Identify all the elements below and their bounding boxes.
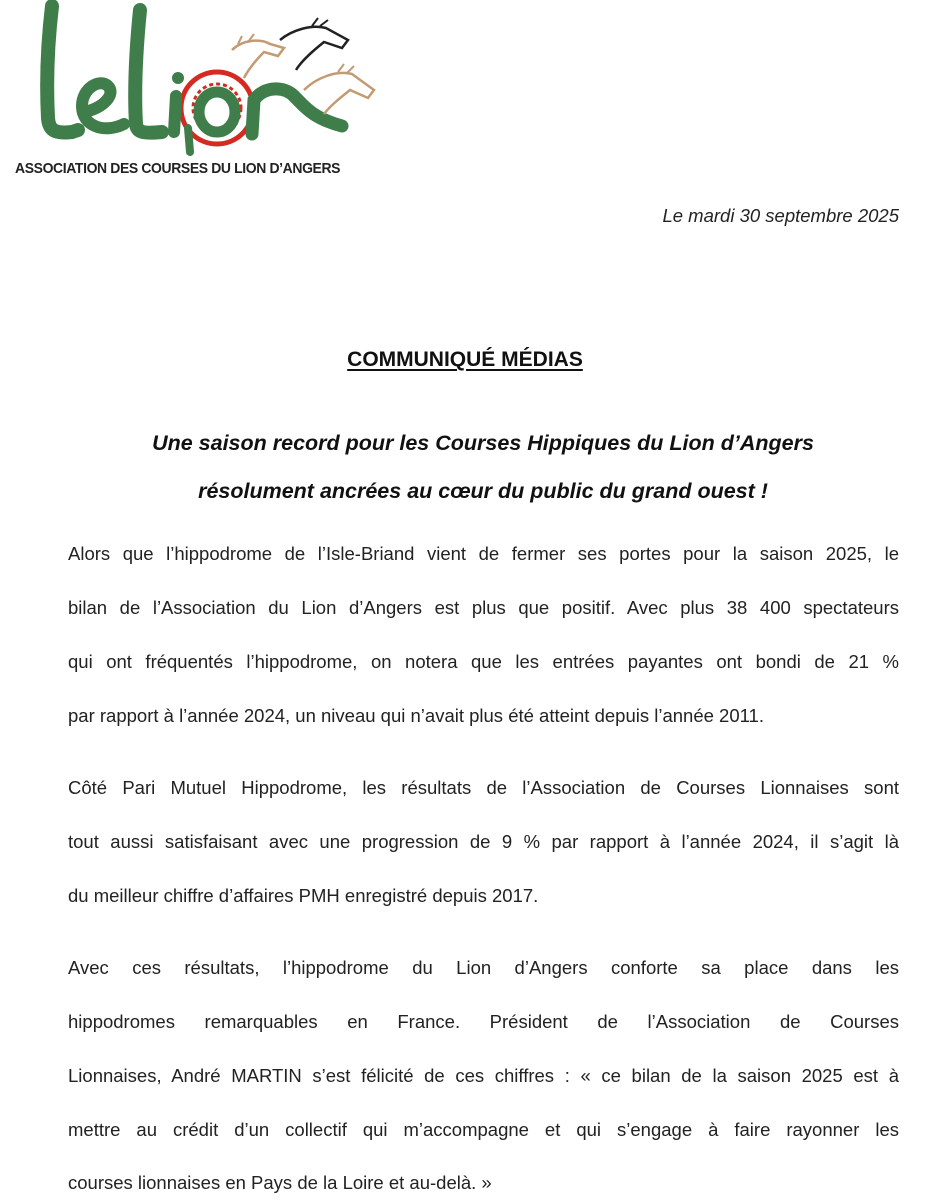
logo [12,0,392,185]
subtitle-line-2: résolument ancrées au cœur du public du grand ouest ! [198,479,768,503]
association-name: ASSOCIATION DES COURSES DU LION D’ANGERS [15,160,341,177]
paragraph-line: mettre au crédit d’un collectif qui m’accompagne et qui s’engage à faire rayonner les [68,1119,899,1140]
document-title: COMMUNIQUÉ MÉDIAS [347,348,583,371]
paragraph-line: du meilleur chiffre d’affaires PMH enregistré depuis 2017. [68,885,539,906]
le-lion-logo-icon [12,0,392,160]
paragraph-line: Alors que l’hippodrome de l’Isle-Briand vient de fermer ses portes pour la saison 2025, le [68,543,899,564]
document-date: Le mardi 30 septembre 2025 [662,205,899,226]
subtitle-line-1: Une saison record pour les Courses Hippiques du Lion d’Angers [152,431,814,455]
paragraph-line: bilan de l’Association du Lion d’Angers est plus que positif. Avec plus 38 400 spectateurs [68,597,899,618]
paragraph-line: courses lionnaises en Pays de la Loire et au-delà. » [68,1172,492,1193]
paragraph-line: tout aussi satisfaisant avec une progression de 9 % par rapport à l’année 2024, il s’agit là [68,831,899,852]
paragraph-line: Lionnaises, André MARTIN s’est félicité de ces chiffres : « ce bilan de la saison 2025 est à [68,1065,899,1086]
paragraph-line: hippodromes remarquables en France. Président de l’Association de Courses [68,1011,899,1032]
paragraph-line: par rapport à l’année 2024, un niveau qui n’avait plus été atteint depuis l’année 2011. [68,705,764,726]
paragraph-line: Avec ces résultats, l’hippodrome du Lion d’Angers conforte sa place dans les [68,957,899,978]
paragraph-line: Côté Pari Mutuel Hippodrome, les résultats de l’Association de Courses Lionnaises sont [68,777,899,798]
paragraph-line: qui ont fréquentés l’hippodrome, on notera que les entrées payantes ont bondi de 21 % [68,651,899,672]
